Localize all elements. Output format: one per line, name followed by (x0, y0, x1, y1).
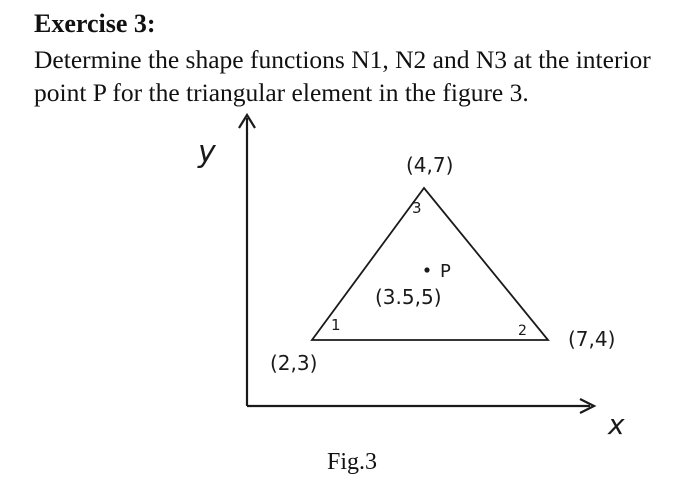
point-p-label: P (440, 261, 451, 282)
y-axis-label: y (198, 135, 216, 170)
point-p-marker (424, 267, 429, 272)
node-3-label: 3 (412, 199, 422, 217)
exercise-statement: Determine the shape functions N1, N2 and N3 at the interior point P for the triangular element in the figure 3. (34, 45, 651, 107)
x-axis-label: x (608, 408, 625, 441)
point-p-coords: (3.5,5) (375, 285, 442, 309)
figure-caption: Fig.3 (327, 449, 378, 475)
node-2-coords: (7,4) (568, 327, 616, 351)
node-1-coords: (2,3) (270, 351, 318, 375)
node-1-label: 1 (331, 316, 341, 334)
node-3-coords: (4,7) (406, 153, 454, 177)
exercise-title: Exercise 3: (34, 9, 156, 38)
triangle-element (312, 188, 548, 340)
node-2-label: 2 (518, 323, 527, 339)
